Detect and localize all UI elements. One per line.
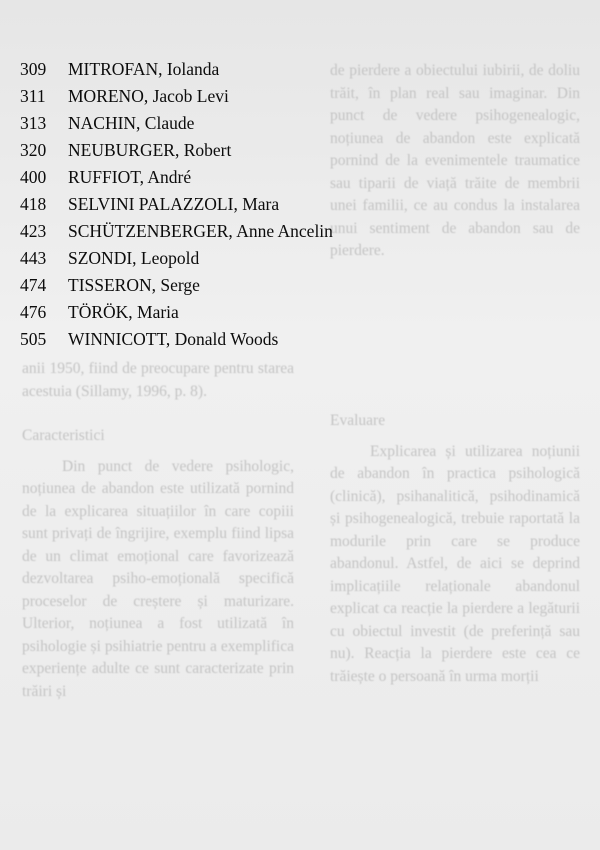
index-page-number: 311 xyxy=(20,86,46,106)
index-entry xyxy=(20,167,580,194)
index-page-number: 320 xyxy=(20,140,47,160)
index-entry xyxy=(20,59,580,86)
index-author-name: WINNICOTT, Donald Woods xyxy=(68,329,279,349)
bleed-through-left-column xyxy=(22,358,294,703)
bleed-through-heading: Caracteristici xyxy=(22,427,105,444)
index-page-number: 443 xyxy=(20,248,47,268)
index-author-name: MORENO, Jacob Levi xyxy=(68,86,229,106)
index-entry xyxy=(20,329,580,356)
index-author-name: NACHIN, Claude xyxy=(68,113,195,133)
index-author-name: SZONDI, Leopold xyxy=(68,248,200,268)
index-page-number: 505 xyxy=(20,329,47,349)
bleed-through-paragraph: anii 1950, fiind de preocupare pentru starea acestuia (Sillamy, 1996, p. 8). xyxy=(22,360,294,400)
index-author-name: SELVINI PALAZZOLI, Mara xyxy=(68,194,280,214)
index-entry xyxy=(20,113,580,140)
index-entry xyxy=(20,275,580,302)
index-page-number: 313 xyxy=(20,113,47,133)
index-page-number: 400 xyxy=(20,167,47,187)
index-author-name: MITROFAN, Iolanda xyxy=(68,59,220,79)
index-page-number: 309 xyxy=(20,59,47,79)
bleed-through-paragraph: de pierdere a obiectului iubirii, de doliu trăit, în plan real sau imaginar. Din punct de vedere psihogenealogic, noțiunea de abandon este explicată pornind de la evenimentele traumatice sau tiparii de viață trăite de membrii unei familii, ce au condus la instalarea unui sentiment de abandon sau de pierdere. xyxy=(330,62,580,259)
index-entry xyxy=(20,140,580,167)
index-entry xyxy=(20,194,580,221)
index-author-name: TISSERON, Serge xyxy=(68,275,200,295)
bleed-through-paragraph: Explicarea și utilizarea noțiunii de abandon în practica psihologică (clinică), psihanalitică, psihodinamică și psihogenealogică, trebuie raportată la modurile prin care se produce abandonul. Astfel, de aici se deprind implicațiile relaționale abandonul explicat ca reacție la pierdere a legăturii cu obiectul investit (de preferință sau nu). Reacția la pierdere este cea ce trăiește o persoană în urma morții xyxy=(330,442,580,685)
index-page-number: 418 xyxy=(20,194,47,214)
index-entry xyxy=(20,302,580,329)
bleed-through-right-column-lower xyxy=(330,410,580,688)
index-author-name: NEUBURGER, Robert xyxy=(68,140,232,160)
index-entry xyxy=(20,248,580,275)
bleed-through-paragraph: Din punct de vedere psihologic, noțiunea de abandon este utilizată pornind de la explicarea situațiilor în care copiii sunt privați de îngrijire, exemplu fiind lipsa de un climat emoțional care favorizează dezvoltarea psiho-emoțională specifică proceselor de creștere și maturizare. Ulterior, noțiunea a fost utilizată în psihologie și psihiatrie pentru a exemplifica experiențe adulte ce sunt caracterizate prin trăiri și xyxy=(22,457,294,700)
index-page-number: 476 xyxy=(20,302,47,322)
index-page-number: 474 xyxy=(20,275,47,295)
bleed-through-heading: Evaluare xyxy=(330,412,386,429)
index-entry xyxy=(20,86,580,113)
index-entry xyxy=(20,221,580,248)
index-author-name: RUFFIOT, André xyxy=(68,167,192,187)
index-author-name: SCHÜTZENBERGER, Anne Ancelin xyxy=(68,221,333,241)
index-author-name: TÖRÖK, Maria xyxy=(68,302,179,322)
author-index-list xyxy=(20,59,580,356)
index-page-number: 423 xyxy=(20,221,47,241)
